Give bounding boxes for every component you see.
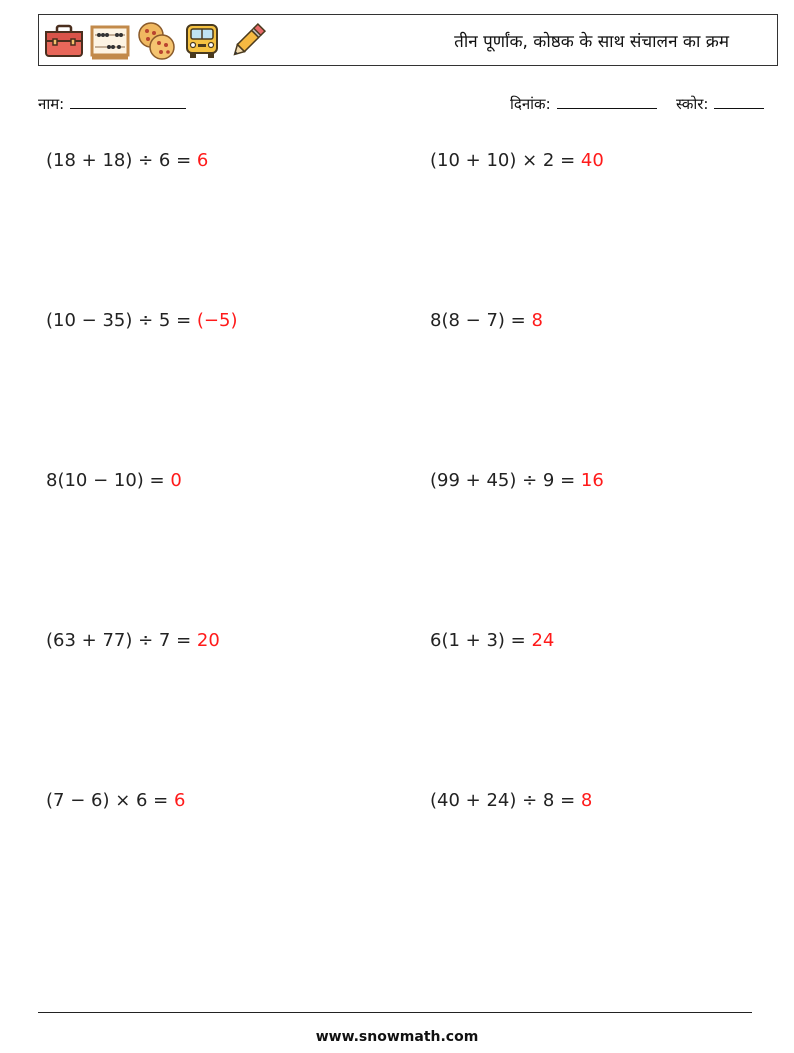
briefcase-icon [43,20,85,62]
worksheet-title: तीन पूर्णांक, कोष्ठक के साथ संचालन का क्रम [454,32,729,52]
problem-9 [46,790,185,811]
problem-answer: 0 [170,470,182,491]
pencil-icon [227,20,269,62]
problem-answer: 8 [531,310,543,331]
header-icons [43,19,269,63]
problem-3 [46,310,237,331]
date-field [510,94,657,114]
problem-answer: (−5) [196,310,238,331]
problem-answer: 6 [173,790,186,811]
problem-answer: 16 [580,470,604,491]
problem-answer: 40 [580,150,604,171]
problem-8 [430,630,554,651]
problem-expression: (18 + 18) ÷ 6 = [46,150,197,171]
problem-4 [430,310,543,331]
footer-url[interactable]: www.snowmath.com [315,1029,479,1045]
problem-expression: 6(1 + 3) = [430,630,532,651]
problem-answer: 20 [196,630,220,651]
abacus-icon [89,20,131,62]
problem-answer: 24 [531,630,555,651]
name-field [38,94,186,114]
problem-expression: 8(10 − 10) = [46,470,171,491]
problem-6 [430,470,604,491]
date-blank[interactable] [557,94,657,109]
problem-expression: (10 − 35) ÷ 5 = [46,310,197,331]
problem-expression: (7 − 6) × 6 = [46,790,174,811]
problem-expression: (10 + 10) × 2 = [430,150,581,171]
worksheet-header [38,14,778,66]
problem-expression: (63 + 77) ÷ 7 = [46,630,197,651]
problem-7 [46,630,220,651]
score-label: स्कोर: [676,95,709,113]
problem-expression: (40 + 24) ÷ 8 = [430,790,581,811]
problem-5 [46,470,182,491]
footer-divider [38,1012,752,1013]
problem-answer: 8 [580,790,593,811]
problem-10 [430,790,592,811]
score-blank[interactable] [714,94,764,109]
problem-expression: 8(8 − 7) = [430,310,532,331]
problem-1 [46,150,208,171]
problem-2 [430,150,604,171]
problem-expression: (99 + 45) ÷ 9 = [430,470,581,491]
name-blank[interactable] [70,94,186,109]
score-field [676,94,764,114]
cookies-icon [135,20,177,62]
school-bus-icon [181,20,223,62]
date-label: दिनांक: [510,95,551,113]
problem-answer: 6 [196,150,209,171]
name-label: नाम: [38,95,65,113]
